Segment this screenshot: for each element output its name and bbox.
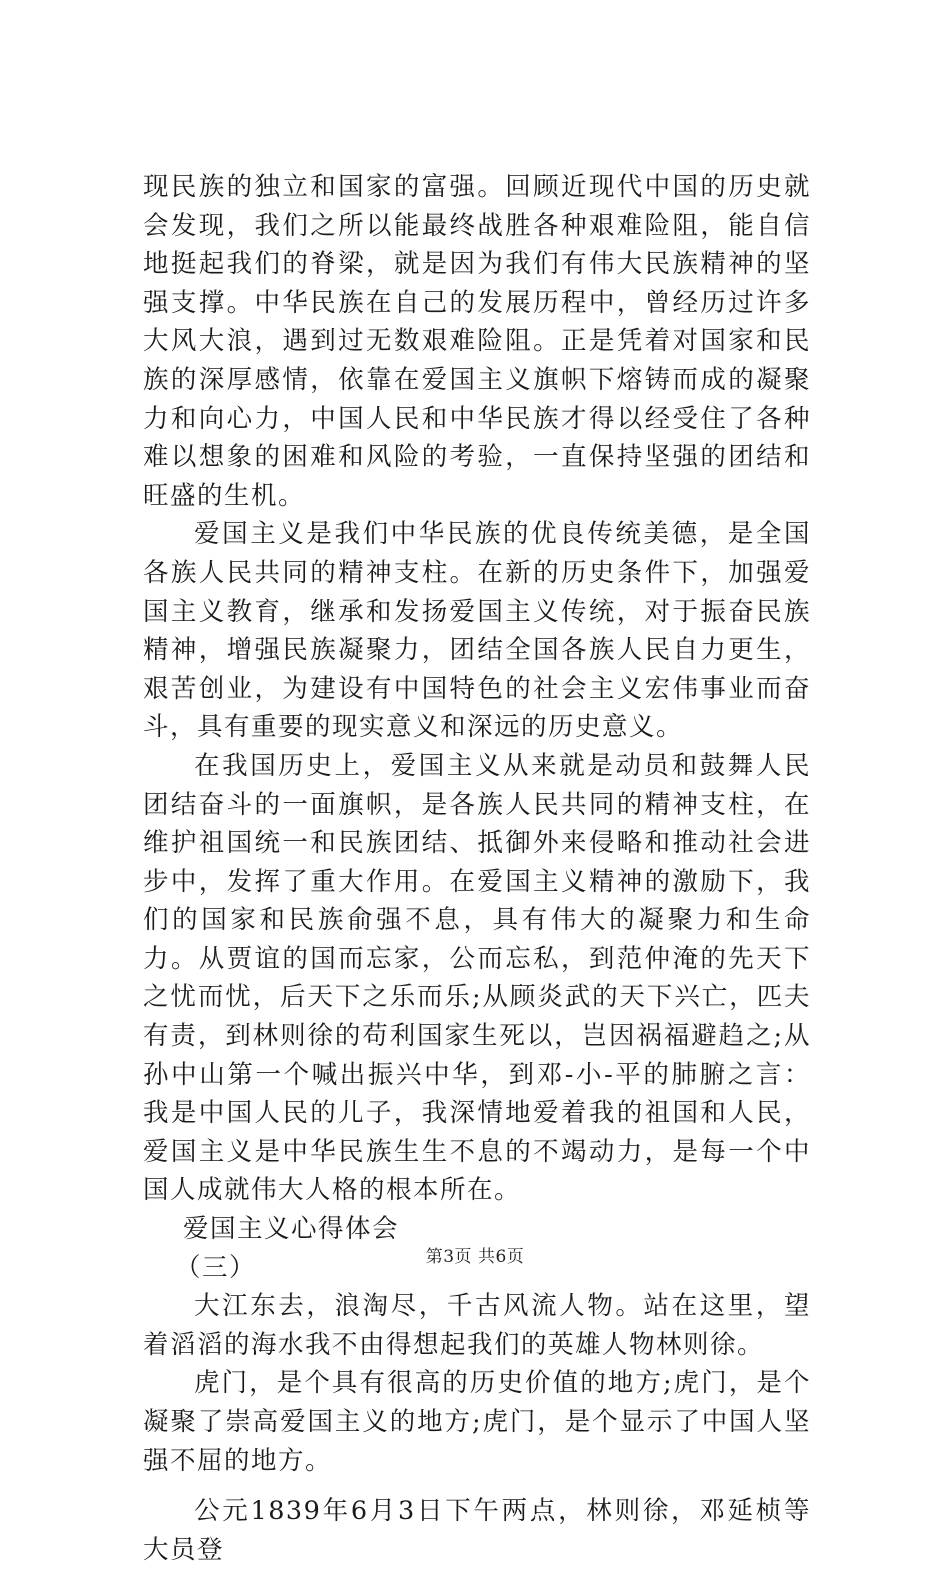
paragraph-continued: 现民族的独立和国家的富强。回顾近现代中国的历史就会发现，我们之所以能最终战胜各种艰难险阻，能自信地挺起我们的脊梁，就是因为我们有伟大民族精神的坚强支撑。中华民族在自己的发展历程中，曾经历过许多大风大浪，遇到过无数艰难险阻。正是凭着对国家和民族的深厚感情，依靠在爱国主义旗帜下熔铸而成的凝聚力和向心力，中国人民和中华民族才得以经受住了各种难以想象的困难和风险的考验，一直保持坚强的团结和旺盛的生机。 [143,172,811,511]
paragraph-1839: 公元1839年6月3日下午两点，林则徐，邓延桢等大员登 [143,1496,811,1565]
paragraph-humen: 虎门，是个具有很高的历史价值的地方;虎门，是个凝聚了崇高爱国主义的地方;虎门，是个显示了中国人坚强不屈的地方。 [143,1368,811,1476]
section-title: 爱国主义心得体会 [183,1214,400,1245]
paragraph-patriotism-tradition: 爱国主义是我们中华民族的优良传统美德，是全国各族人民共同的精神支柱。在新的历史条件下，加强爱国主义教育，继承和发扬爱国主义传统，对于振奋民族精神，增强民族凝聚力，团结全国各族人民自力更生，艰苦创业，为建设有中国特色的社会主义宏伟事业而奋斗，具有重要的现实意义和深远的历史意义。 [143,519,811,743]
document-body [143,168,811,1569]
page-footer: 第3页 共6页 [425,1247,525,1267]
paragraph-patriotism-history: 在我国历史上，爱国主义从来就是动员和鼓舞人民团结奋斗的一面旗帜，是各族人民共同的精神支柱，在维护祖国统一和民族团结、抵御外来侵略和推动社会进步中，发挥了重大作用。在爱国主义精神的激励下，我们的国家和民族俞强不息，具有伟大的凝聚力和生命力。从贾谊的国而忘家，公而忘私，到范仲淹的先天下之忧而忧，后天下之乐而乐;从顾炎武的天下兴亡，匹夫有责，到林则徐的苟利国家生死以，岂因祸福避趋之;从孙中山第一个喊出振兴中华，到邓-小-平的肺腑之言：我是中国人民的儿子，我深情地爱着我的祖国和人民，爱国主义是中华民族生生不息的不竭动力，是每一个中国人成就伟大人格的根本所在。 [143,750,811,1206]
paragraph-gap [143,1480,811,1492]
paragraph-dajiang: 大江东去，浪淘尽，千古风流人物。站在这里，望着滔滔的海水我不由得想起我们的英雄人物林则徐。 [143,1291,811,1360]
section-number: （三） [175,1252,257,1283]
